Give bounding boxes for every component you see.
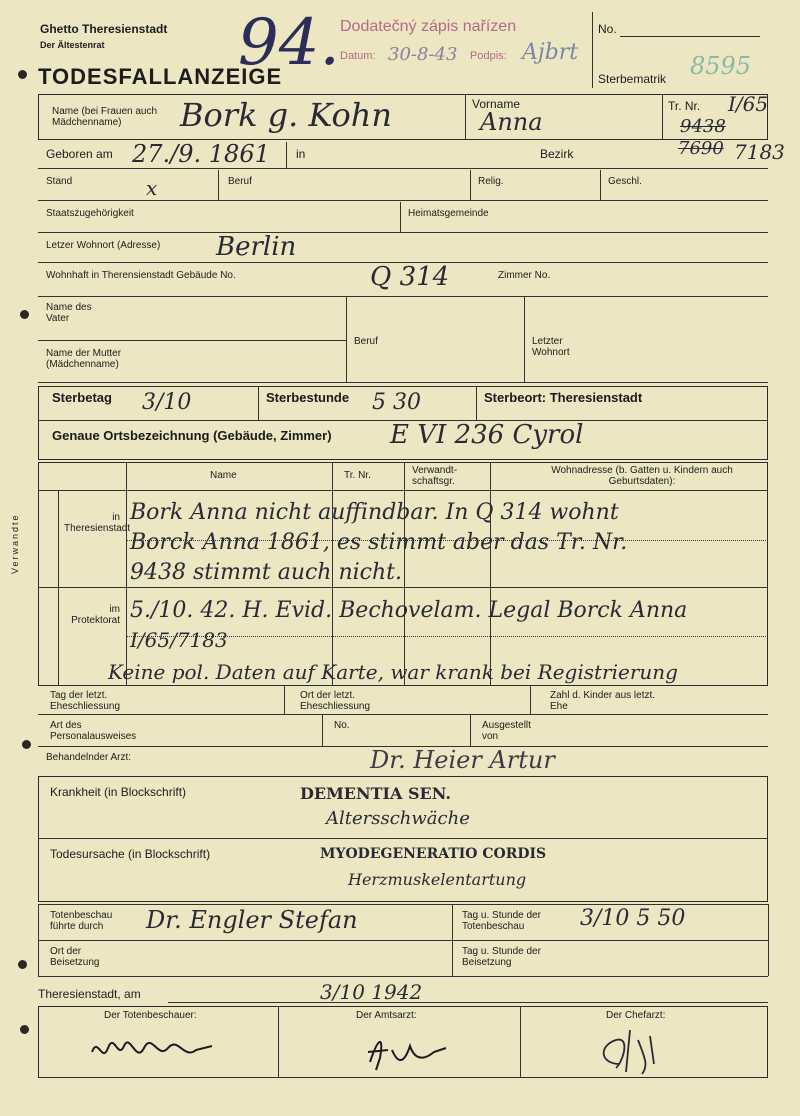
- divider: [278, 1006, 279, 1078]
- name-value: Bork g. Kohn: [180, 96, 392, 134]
- divider: [218, 170, 219, 200]
- relig-label: Relig.: [478, 176, 504, 187]
- divider: [662, 94, 663, 140]
- tr-nr-value: I/65: [728, 92, 769, 116]
- signature-chefarzt: [590, 1020, 670, 1076]
- signature-totenbeschauer: [88, 1030, 218, 1070]
- stamp-podpis-label: Podpis:: [470, 50, 507, 62]
- krankheit-label: Krankheit (in Blockschrift): [50, 785, 187, 799]
- relatives-note-line-4: 5./10. 42. H. Evid. Bechovelam. Legal Borck Anna: [130, 598, 688, 623]
- eheschl-tag-label: Tag der letzt. Eheschliessung: [50, 690, 121, 712]
- geschl-label: Geschl.: [608, 176, 642, 187]
- sterbeort-label: Sterbeort: Theresienstadt: [484, 390, 643, 405]
- relatives-note-line-5: I/65/7183: [130, 628, 228, 652]
- row-line: [38, 490, 768, 491]
- row-line: [38, 976, 768, 977]
- sterbematrik-value: 8595: [690, 52, 752, 80]
- row-line: [38, 904, 768, 905]
- ursache-label: Todesursache (in Blockschrift): [50, 847, 211, 861]
- sterbetag-label: Sterbetag: [52, 390, 112, 405]
- bezirk-label: Bezirk: [540, 147, 574, 161]
- ortsbez-value: E VI 236 Cyrol: [390, 420, 584, 450]
- record-number: 94.: [238, 6, 340, 80]
- tag-beisetzung-label: Tag u. Stunde der Beisetzung: [462, 946, 541, 968]
- divider: [530, 686, 531, 714]
- vorname-value: Anna: [480, 108, 543, 136]
- ausweis-no-label: No.: [334, 720, 350, 731]
- divider: [126, 462, 127, 686]
- geboren-value: 27./9. 1861: [132, 140, 270, 168]
- row-line: [38, 382, 768, 383]
- org-line-1: Ghetto Theresienstadt: [40, 22, 168, 36]
- divider: [284, 686, 285, 714]
- divider: [465, 94, 466, 140]
- tag-beschau-label: Tag u. Stunde der Totenbeschau: [462, 910, 541, 932]
- sterbetag-value: 3/10: [142, 390, 192, 415]
- geboren-label: Geboren am: [46, 147, 113, 161]
- totenbeschau-label: Totenbeschau führte durch: [50, 910, 113, 932]
- punch-hole: [20, 1025, 29, 1034]
- heimat-label: Heimatsgemeinde: [408, 208, 489, 219]
- divider: [490, 462, 491, 686]
- sterbestunde-label: Sterbestunde: [266, 390, 350, 405]
- row-line: [38, 587, 768, 588]
- vorname-label: Vorname: [472, 97, 521, 111]
- krankheit-value-2: Altersschwäche: [326, 808, 470, 829]
- relatives-note-line-2: Borck Anna 1861, es stimmt aber das Tr. Nr.: [130, 530, 628, 555]
- in-theresienstadt-label: in Theresienstadt: [64, 512, 131, 534]
- sterbestunde-value: 5 30: [372, 390, 421, 415]
- ortsbez-label: Genaue Ortsbezeichnung (Gebäude, Zimmer): [52, 428, 332, 443]
- im-protektorat-label: im Protektorat: [71, 604, 120, 626]
- sig2-label: Der Amtsarzt:: [356, 1010, 417, 1021]
- letzter-wohnort-label: Letzter Wohnort: [532, 336, 570, 358]
- punch-hole: [18, 960, 27, 969]
- in-label: in: [296, 147, 306, 161]
- row-line: [38, 232, 768, 233]
- kinder-label: Zahl d. Kinder aus letzt. Ehe: [550, 690, 656, 712]
- mutter-label: Name der Mutter (Mädchenname): [46, 348, 122, 370]
- col-name-header: Name: [210, 470, 237, 481]
- sig3-label: Der Chefarzt:: [606, 1010, 666, 1021]
- name-label: Name (bei Frauen auch Mädchenname): [52, 106, 158, 128]
- bezirk-struck: 7690: [678, 138, 724, 159]
- punch-hole: [20, 310, 29, 319]
- col-verwandt-header: Verwandt-schaftsgr.: [412, 465, 458, 487]
- divider: [346, 296, 347, 382]
- stamp-text: Dodatečný zápis nařízen: [340, 18, 517, 35]
- tr-nr-struck: 9438: [680, 116, 726, 137]
- zimmer-label: Zimmer No.: [498, 270, 551, 281]
- row-line: [38, 340, 346, 341]
- wohnort-value: Berlin: [216, 232, 297, 262]
- stand-label: Stand: [46, 176, 73, 187]
- relatives-note-line-1: Bork Anna nicht auffindbar. In Q 314 wohnt: [130, 500, 619, 525]
- divider: [258, 386, 259, 420]
- ort-beisetzung-label: Ort der Beisetzung: [50, 946, 100, 968]
- tr-nr-label: Tr. Nr.: [668, 99, 701, 113]
- no-line: [620, 36, 760, 37]
- row-line: [38, 168, 768, 169]
- relatives-note-line-3: 9438 stimmt auch nicht.: [130, 560, 403, 585]
- divider: [400, 202, 401, 232]
- divider: [404, 462, 405, 686]
- divider: [58, 490, 59, 686]
- stamp-date: 30-8-43: [388, 44, 458, 65]
- punch-hole: [22, 740, 31, 749]
- verwandte-label: Verwandte: [10, 513, 20, 574]
- bezirk-value: 7183: [734, 140, 785, 164]
- krankheit-value-1: DEMENTIA SEN.: [300, 784, 451, 803]
- row-line: [38, 296, 768, 297]
- tag-beschau-value: 3/10 5 50: [580, 906, 686, 931]
- eheschl-ort-label: Ort der letzt. Eheschliessung: [300, 690, 371, 712]
- header-divider: [592, 12, 593, 88]
- divider: [286, 142, 287, 168]
- col-wohn-header: Wohnadresse (b. Gatten u. Kindern auch Geburtsdaten):: [551, 465, 733, 487]
- row-line: [38, 838, 768, 839]
- city-date: 3/10 1942: [320, 980, 423, 1004]
- divider: [470, 170, 471, 200]
- org-line-2: Der Ältestenrat: [40, 40, 105, 50]
- no-label: No.: [598, 22, 617, 36]
- row-line: [38, 200, 768, 201]
- arzt-value: Dr. Heier Artur: [370, 746, 555, 774]
- arzt-label: Behandelnder Arzt:: [46, 752, 132, 763]
- stamp-signature: Ajbrt: [522, 40, 579, 65]
- wohnort-label: Letzer Wohnort (Adresse): [46, 240, 161, 251]
- staats-label: Staatszugehörigkeit: [46, 208, 134, 219]
- ursache-value-1: MYODEGENERATIO CORDIS: [320, 846, 547, 862]
- stamp-datum-label: Datum:: [340, 50, 376, 62]
- city-label: Theresienstadt, am: [38, 987, 141, 1001]
- signature-amtsarzt: [362, 1028, 452, 1072]
- gebaeude-label: Wohnhaft in Therensienstadt Gebäude No.: [46, 270, 236, 281]
- vater-label: Name des Vater: [46, 302, 92, 324]
- divider: [520, 1006, 521, 1078]
- beruf-label: Beruf: [228, 176, 252, 187]
- ausgestellt-label: Ausgestellt von: [482, 720, 531, 742]
- date-line: [168, 1002, 768, 1003]
- totenbeschau-value: Dr. Engler Stefan: [146, 906, 358, 934]
- form-title: TODESFALLANZEIGE: [38, 64, 283, 89]
- divider: [768, 904, 769, 976]
- relatives-note-line-6: Keine pol. Daten auf Karte, war krank bei Registrierung: [108, 660, 678, 684]
- divider: [452, 904, 453, 976]
- beruf2-label: Beruf: [354, 336, 378, 347]
- col-trnr-header: Tr. Nr.: [344, 470, 371, 481]
- row-line: [38, 714, 768, 715]
- ursache-value-2: Herzmuskelentartung: [348, 870, 527, 889]
- stand-value: x: [146, 176, 158, 200]
- divider: [524, 296, 525, 382]
- ausweis-label: Art des Personalausweises: [50, 720, 137, 742]
- divider: [476, 386, 477, 420]
- divider: [322, 714, 323, 746]
- sterbematrik-label: Sterbematrik: [598, 72, 667, 86]
- gebaeude-value: Q 314: [370, 262, 450, 292]
- punch-hole: [18, 70, 27, 79]
- row-line: [38, 940, 768, 941]
- divider: [470, 714, 471, 746]
- divider: [38, 904, 39, 976]
- divider: [600, 170, 601, 200]
- sig1-label: Der Totenbeschauer:: [104, 1010, 197, 1021]
